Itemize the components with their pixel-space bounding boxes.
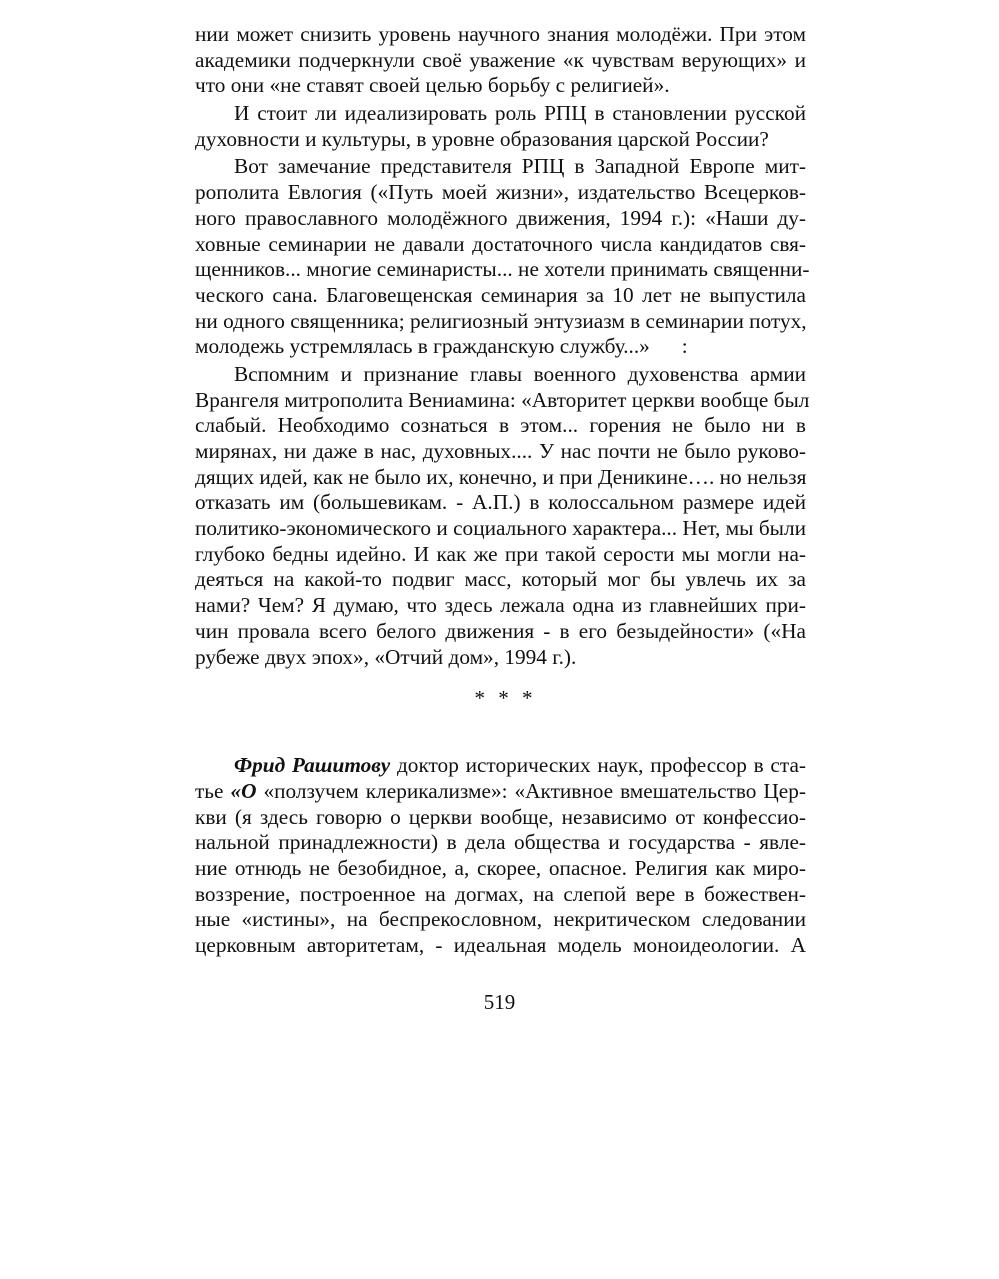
text-line: отказать им (большевикам. - А.П.) в колоссальном размере идей	[195, 490, 806, 515]
page-number: 519	[483, 990, 516, 1014]
text-line: глубоко бедны идейно. И как же при такой серости мы могли на-	[195, 541, 806, 566]
text-line: Вот замечание представителя РПЦ в Западной Европе мит-	[234, 154, 806, 179]
text-line: слабый. Необходимо сознаться в этом... горения не было ни в	[195, 413, 806, 438]
paragraph-2	[195, 101, 806, 152]
text-line: ческого сана. Благовещенская семинария за 10 лет не выпустила	[195, 282, 806, 307]
book-page	[195, 22, 810, 959]
text-fragment: тье	[195, 778, 231, 803]
text-line: духовности и культуры, в уровне образования царской России?	[195, 126, 769, 151]
text-line: академики подчеркнули своё уважение «к чувствам верующих» и	[195, 47, 806, 72]
text-line: ного православного молодёжного движения, 1994 г.): «Наши ду-	[195, 205, 806, 230]
text-line: воззрение, построенное на догмах, на слепой вере в божествен-	[195, 881, 806, 906]
text-fragment: «ползучем клерикализме»: «Активное вмешательство Цер-	[256, 778, 807, 803]
text-line	[195, 753, 806, 779]
text-line: молодежь устремлялась в гражданскую службу...» :	[195, 334, 688, 359]
paragraph-4	[195, 361, 810, 670]
text-line: мирянах, ни даже в нас, духовных.... У нас почти не было руково-	[195, 439, 806, 463]
text-line: кви (я здесь говорю о церкви вообще, независимо от конфессио-	[195, 804, 806, 829]
text-line: ховные семинарии не давали достаточного числа кандидатов свя-	[195, 231, 806, 256]
text-line: нальной принадлежности) в дела общества и государства - явле-	[195, 830, 806, 855]
text-line	[195, 779, 806, 805]
text-line: чин провала всего белого движения - в его безыдейности» («На	[195, 618, 806, 643]
section-separator: * * *	[474, 686, 537, 711]
text-line: политико-экономического и социального характера... Нет, мы были	[195, 516, 806, 541]
text-line: церковным авторитетам, - идеальная модель моноидеологии. А	[195, 933, 806, 957]
text-fragment: доктор исторических наук, профессор в ста-	[390, 753, 806, 778]
text-line: ние отнюдь не безобидное, а, скорее, опасное. Религия как миро-	[195, 855, 806, 880]
text-line: нии может снизить уровень научного знания молодёжи. При этом	[195, 22, 806, 46]
author-name: Фрид Рашитову	[234, 753, 391, 778]
text-line: щенников... многие семинаристы... не хотели принимать священни-	[195, 257, 810, 282]
text-line: рубеже двух эпох», «Отчий дом», 1994 г.).	[195, 644, 577, 669]
text-line: Врангеля митрополита Вениамина: «Авторитет церкви вообще был	[195, 387, 810, 412]
paragraph-3	[195, 154, 810, 360]
text-line: нами? Чем? Я думаю, что здесь лежала одна из главнейших при-	[195, 593, 806, 618]
paragraph-1	[195, 22, 806, 99]
text-line: И стоит ли идеализировать роль РПЦ в становлении русской	[234, 101, 806, 126]
text-line: Вспомним и признание главы военного духовенства армии	[234, 361, 806, 386]
paragraph-5	[195, 753, 806, 959]
text-line: деяться на какой-то подвиг масс, который мог бы увлечь их за	[195, 567, 806, 592]
article-title-start: «О	[230, 778, 257, 803]
text-line: ные «истины», на беспрекословном, некритическом следовании	[195, 907, 806, 932]
text-line: ни одного священника; религиозный энтузиазм в семинарии потух,	[195, 308, 807, 333]
text-line: что они «не ставят своей целью борьбу с религией».	[195, 73, 670, 98]
text-line: дящих идей, как не было их, конечно, и при Деникине…. но нельзя	[195, 464, 807, 489]
text-line: рополита Евлогия («Путь моей жизни», издательство Всецерков-	[195, 180, 806, 205]
